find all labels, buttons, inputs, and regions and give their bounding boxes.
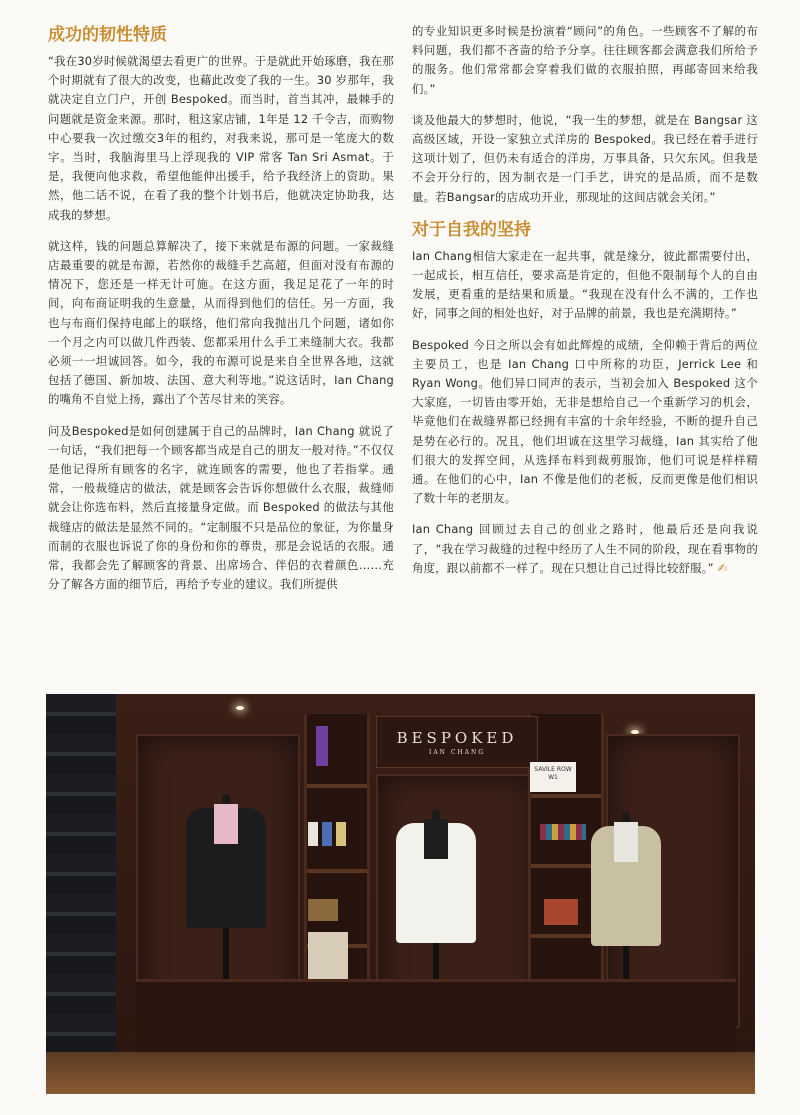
shirt xyxy=(614,822,638,862)
section-heading-resilience: 成功的韧性特质 xyxy=(48,25,167,45)
end-mark-icon: ✍ xyxy=(717,560,728,575)
section-heading-persistence: 对于自我的坚持 xyxy=(412,219,531,240)
paragraph: Ian Chang相信大家走在一起共事，就是缘分，彼此都需要付出，一起成长，相互信任，要求高是肯定的，但他不限制每个人的自由发展，更看重的是结果和质量。“我现在没有什么不满的，工作也好，同事之间的相处也好，对于品牌的前景，我也是充满期待。” xyxy=(412,248,758,321)
paragraph: “我在30岁时候就渴望去看更广的世界。于是就此开始琢磨，我在那个时期就有了很大的改变，也藉此改变了我的一生。30 岁那年，我就决定自立门户，开创 Bespoked。而当时，首当其冲，最棘手的问题就是资金来源。那时，租这家店铺，1年是 12 千令吉，而购物中心要我一次过缴交3年的租约，对我来说，那可是一笔庞大的数字。当时，我脑海里马上浮现我的 VIP 常客 Tan Sri Asmat。于是，我便向他求救，希望他能伸出援手，给予我经济上的资助。果然，他二话不说，在看了我的整个计划书后，他就决定协助我，达成我的梦想。 xyxy=(48,54,394,222)
paragraph: 问及Bespoked是如何创建属于自己的品牌时，Ian Chang 就说了一句话，“我们把每一个顾客都当成是自己的朋友一般对待。”不仅仅是他记得所有顾客的名字，就连顾客的需要，他也了若指掌。通常，一般裁缝店的做法，就是顾客会告诉你想做什么衣服，裁缝师就会让你选布料，然后直接量身定做。而 Bespoked 的做法与其他裁缝店的做法是显然不同的。“定制服不只是品位的象征，为你量身而制的衣服也诉说了你的身份和你的尊贵，那是会说话的衣服。通常，我都会先了解顾客的背景、出席场合、伴侣的衣着颜色……充分了解各方面的细节后，再给予专业的建议。我们所提供 xyxy=(48,423,394,592)
ceiling-light-icon xyxy=(236,706,244,710)
fabric-book-icon xyxy=(336,822,346,846)
paragraph xyxy=(412,520,758,578)
paragraph: 就这样，钱的问题总算解决了，接下来就是布源的问题。一家裁缝店最重要的就是布源，若然你的裁缝手艺高超，但面对没有布源的情况下，您还是一样无计可施。在这方面，我足足花了一年的时间，向布商证明我的生意量，从而得到他们的信任。另一方面，我也与布商们保持电邮上的联络，他们常向我抛出几个问题，诸如你一个月之内可以做几件西装、您都采用什么手工来缝制大衣。我都必须一一坦诚回答。如今，我的布源可说是来自全世界各地，这就包括了德国、新加坡、法国、意大利等地。”说这话时，Ian Chang 的嘴角不自觉上扬，露出了个苦尽甘来的笑容。 xyxy=(48,238,394,407)
fabric-book-icon xyxy=(316,726,328,766)
shirt xyxy=(214,804,238,844)
fabric-book-icon xyxy=(308,822,318,846)
store-sign xyxy=(376,716,538,768)
right-column xyxy=(412,22,758,590)
shelf xyxy=(307,869,367,873)
fabric-swatch-icon xyxy=(540,824,586,840)
fabric-box-icon xyxy=(544,899,578,925)
tie-box-icon xyxy=(308,899,338,921)
store-photo xyxy=(46,694,755,1094)
paragraph: Bespoked 今日之所以会有如此辉煌的成绩，全仰赖于背后的两位主要员工，也是 Ian Chang 口中所称的功臣，Jerrick Lee 和 Ryan Wong。他们异口同声的表示，当初会加入 Bespoked 这个大家庭，一切皆由零开始，无非是想给自己一个重新学习的机会，毕竟他们在裁缝界都已经拥有丰富的十余年经验，不断的提升自己是势在必行的。况且，他们坦诚在这里学习裁缝，Ian 其实给了他们很大的发挥空间，从选择布料到裁剪服饰，他们可说是样样精通。在他们的心中，Ian 不像是他们的老板，反而更像是他们相识了数十年的老朋友。 xyxy=(412,337,758,506)
cabinet-base xyxy=(136,979,736,1052)
wood-floor xyxy=(46,1052,755,1094)
sign-owner: IAN CHANG xyxy=(428,749,486,756)
sign-brand: BESPOKED xyxy=(396,729,518,747)
left-column xyxy=(48,24,394,606)
fabric-rack xyxy=(46,694,116,1084)
paragraph: 的专业知识更多时候是扮演着“顾问”的角色。一些顾客不了解的布料问题，我们都不吝啬的给予分享。往往顾客都会满意我们所给予的服务。他们常常都会穿着我们做的衣服拍照，再邮寄回来给我们。” xyxy=(412,24,758,96)
shirt xyxy=(424,819,448,859)
fabric-book-icon xyxy=(322,822,332,846)
paragraph: 谈及他最大的梦想时，他说，“我一生的梦想，就是在 Bangsar 这高级区域，开设一家独立式洋房的 Bespoked。我已经在着手进行这项计划了，但仍未有适合的洋房，万事具备，只欠东风。但我是不会开分行的，因为制衣是一门手艺，讲究的是品质，而不是数量。若Bangsar的店成功开业，那现址的这间店就会关闭。” xyxy=(412,112,758,204)
paragraph-text: Ian Chang 回顾过去自己的创业之路时，他最后还是向我说了，“我在学习裁缝的过程中经历了人生不同的阶段，现在看事物的角度，跟以前都不一样了。现在只想让自己过得比较舒服。” xyxy=(412,522,758,575)
shelf xyxy=(531,794,601,798)
savile-row-card: SAVILE ROW W1 xyxy=(530,762,576,792)
shelf xyxy=(307,784,367,788)
